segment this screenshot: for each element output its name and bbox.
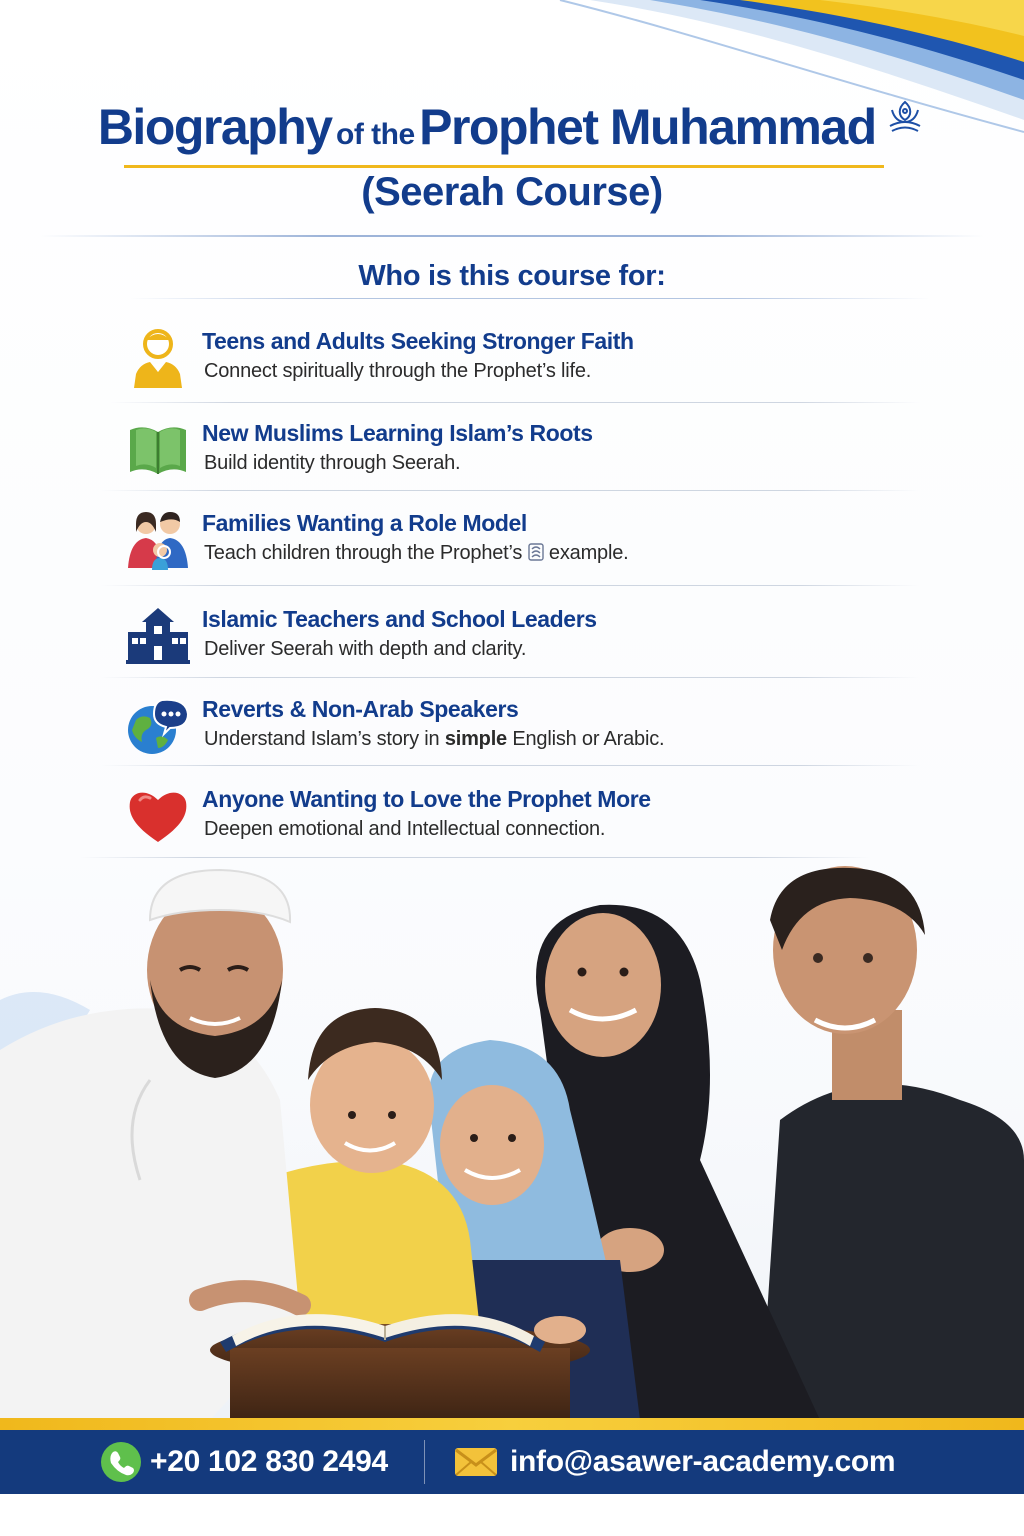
audience-desc-part: Teach children through the Prophet’s (204, 542, 523, 564)
audience-desc: Deliver Seerah with depth and clarity. (204, 638, 527, 660)
audience-desc: Connect spiritually through the Prophet’s life. (204, 360, 592, 382)
divider-line (40, 235, 984, 237)
footer-divider (424, 1440, 425, 1484)
globe-chat-icon (126, 694, 190, 758)
page-subtitle: (Seerah Course) (361, 170, 663, 214)
audience-item-teens-adults (120, 322, 920, 402)
item-divider (110, 402, 920, 403)
honorific-icon (528, 543, 544, 561)
heart-icon (126, 784, 190, 848)
calligraphy-emblem-icon (884, 96, 926, 138)
footer-bottom-space (0, 1494, 1024, 1536)
phone-number: +20 102 830 2494 (150, 1445, 388, 1478)
email-address: info@asawer-academy.com (510, 1445, 896, 1478)
item-divider (80, 857, 870, 858)
title-biography: Biography (97, 99, 332, 155)
book-icon (126, 418, 190, 482)
item-divider (100, 677, 920, 678)
audience-desc: Deepen emotional and Intellectual connection. (204, 818, 606, 840)
audience-title: Anyone Wanting to Love the Prophet More (202, 786, 651, 812)
contact-bar (0, 1430, 1024, 1494)
section-heading: Who is this course for: (358, 260, 666, 292)
audience-desc-part: Understand Islam’s story in (204, 728, 440, 750)
item-divider (100, 490, 920, 491)
audience-title: Islamic Teachers and School Leaders (202, 606, 597, 632)
mail-icon (454, 1445, 498, 1479)
title-of-the: of the (336, 118, 415, 151)
email-contact[interactable] (454, 1430, 895, 1494)
item-divider (100, 765, 920, 766)
family-icon (126, 508, 190, 572)
item-divider (100, 585, 920, 586)
page-title (0, 96, 1024, 156)
audience-item-families (120, 504, 920, 584)
school-icon (126, 604, 190, 668)
audience-desc-part: English or Arabic. (512, 728, 665, 750)
family-reading-book-photo (0, 860, 1024, 1420)
audience-item-love-prophet (120, 780, 920, 860)
audience-desc-part: example. (548, 542, 629, 564)
heading-divider (130, 298, 930, 299)
phone-contact[interactable] (100, 1430, 388, 1494)
person-icon (126, 326, 190, 390)
audience-item-teachers (120, 600, 920, 680)
footer-accent-strip (0, 1418, 1024, 1430)
audience-title: Teens and Adults Seeking Stronger Faith (202, 328, 634, 354)
title-underline (124, 165, 884, 168)
audience-desc-emphasis: simple (444, 728, 507, 750)
audience-title: Reverts & Non-Arab Speakers (202, 696, 519, 722)
audience-desc (204, 728, 664, 751)
audience-desc: Build identity through Seerah. (204, 452, 461, 474)
audience-title: New Muslims Learning Islam’s Roots (202, 420, 593, 446)
audience-title: Families Wanting a Role Model (202, 510, 527, 536)
audience-desc (204, 542, 628, 565)
title-prophet-muhammad: Prophet Muhammad (419, 99, 876, 155)
audience-item-new-muslims (120, 414, 920, 494)
audience-item-reverts (120, 690, 920, 770)
phone-icon (100, 1441, 142, 1483)
